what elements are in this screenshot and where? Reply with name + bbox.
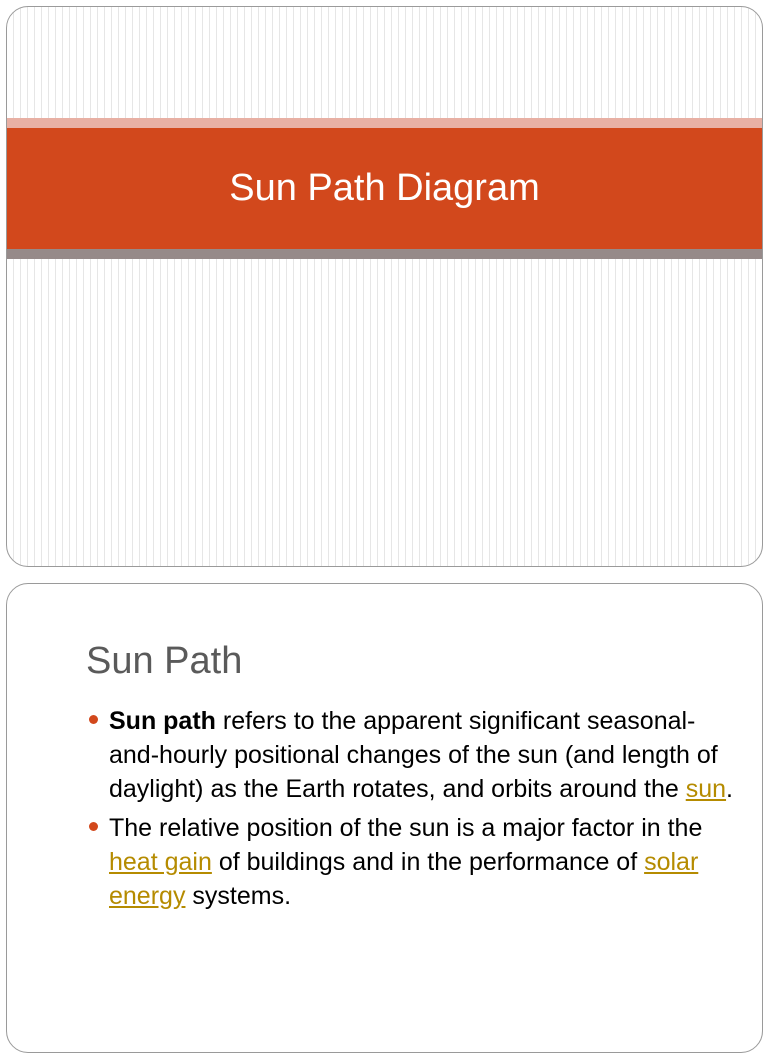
title-slide [6, 6, 763, 567]
bold-term: Sun path [109, 707, 216, 735]
bullet-item [109, 811, 739, 913]
title-band-top-stripe [7, 118, 762, 128]
bullet-list [109, 704, 739, 918]
bullet-text: refers to the apparent significant seasonal-and-hourly positional changes of the sun (and length of daylight) as the Earth rotates, and orbits around the [109, 707, 718, 803]
bullet-text-end: systems. [185, 882, 292, 910]
bullet-item [109, 704, 739, 806]
bullet-text-middle: of buildings and in the performance of [211, 848, 645, 876]
sun-link[interactable]: sun [685, 775, 727, 803]
bullet-text: The relative position of the sun is a major factor in the [109, 814, 703, 842]
slide-title: Sun Path Diagram [229, 167, 540, 209]
bullet-dot-icon [89, 822, 98, 831]
content-slide [6, 583, 763, 1053]
bullet-dot-icon [89, 715, 98, 724]
title-band-bottom-stripe [7, 249, 762, 259]
slide-heading: Sun Path [86, 640, 243, 682]
title-band [7, 128, 762, 249]
bullet-text-end: . [726, 775, 733, 803]
solar-energy-link[interactable]: solar energy [109, 848, 699, 910]
heat-gain-link[interactable]: heat gain [109, 848, 212, 876]
